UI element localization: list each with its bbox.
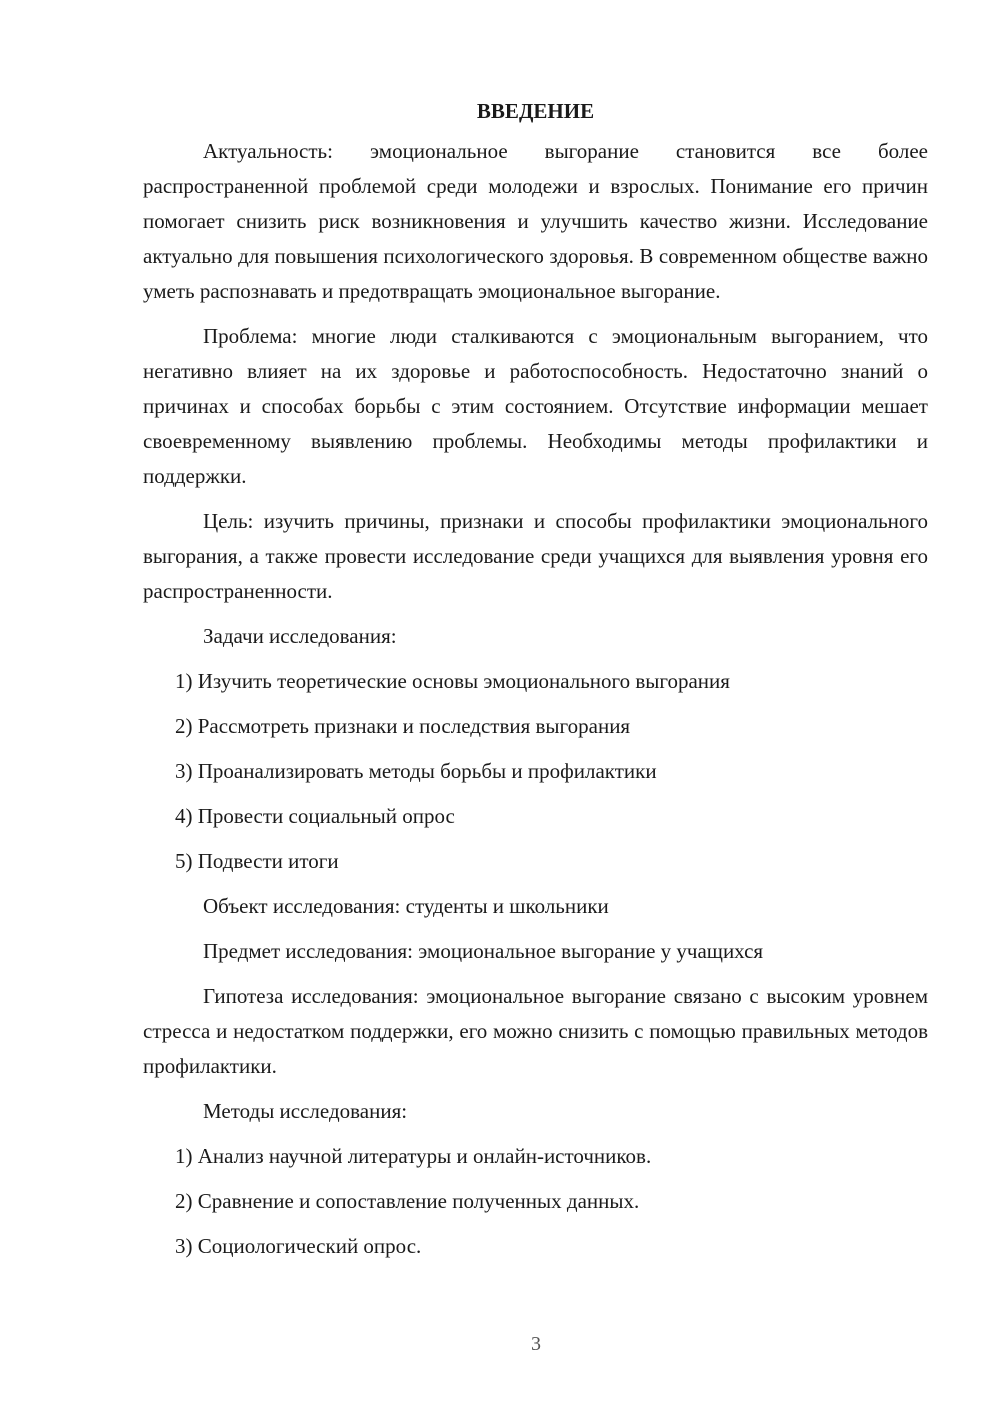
list-item: 2) Сравнение и сопоставление полученных данных.: [175, 1189, 640, 1213]
list-item: 1) Анализ научной литературы и онлайн-источников.: [175, 1144, 652, 1168]
relevance-paragraph: Актуальность: эмоциональное выгорание становится все более распространенной проблемой среди молодежи и взрослых. Понимание его причин помогает снизить риск возникновения и улучшить качество жизни. Исследование актуально для повышения психологического здоровья. В современном обществе важно уметь распознавать и предотвращать эмоциональное выгорание.: [143, 139, 928, 303]
document-page: [143, 96, 928, 1274]
list-item: 1) Изучить теоретические основы эмоционального выгорания: [175, 669, 730, 693]
problem-paragraph: Проблема: многие люди сталкиваются с эмоциональным выгоранием, что негативно влияет на их здоровье и работоспособность. Недостаточно знаний о причинах и способах борьбы с этим состоянием. Отсутствие информации мешает своевременному выявлению проблемы. Необходимы методы профилактики и поддержки.: [143, 324, 928, 488]
page-number: 3: [531, 1333, 541, 1355]
subject-line: Предмет исследования: эмоциональное выгорание у учащихся: [203, 939, 764, 963]
list-item: 4) Провести социальный опрос: [175, 804, 455, 828]
methods-list: [143, 1139, 928, 1264]
hypothesis-paragraph: Гипотеза исследования: эмоциональное выгорание связано с высоким уровнем стресса и недостатком поддержки, его можно снизить с помощью правильных методов профилактики.: [143, 984, 928, 1078]
section-title: ВВЕДЕНИЕ: [476, 99, 595, 123]
tasks-list: [143, 664, 928, 879]
goal-paragraph: Цель: изучить причины, признаки и способы профилактики эмоционального выгорания, а также провести исследование среди учащихся для выявления уровня его распространенности.: [143, 509, 928, 603]
tasks-heading: Задачи исследования:: [203, 624, 397, 648]
methods-heading: Методы исследования:: [203, 1099, 408, 1123]
list-item: 2) Рассмотреть признаки и последствия выгорания: [175, 714, 631, 738]
list-item: 5) Подвести итоги: [175, 849, 339, 873]
object-line: Объект исследования: студенты и школьники: [203, 894, 609, 918]
list-item: 3) Социологический опрос.: [175, 1234, 422, 1258]
list-item: 3) Проанализировать методы борьбы и профилактики: [175, 759, 657, 783]
